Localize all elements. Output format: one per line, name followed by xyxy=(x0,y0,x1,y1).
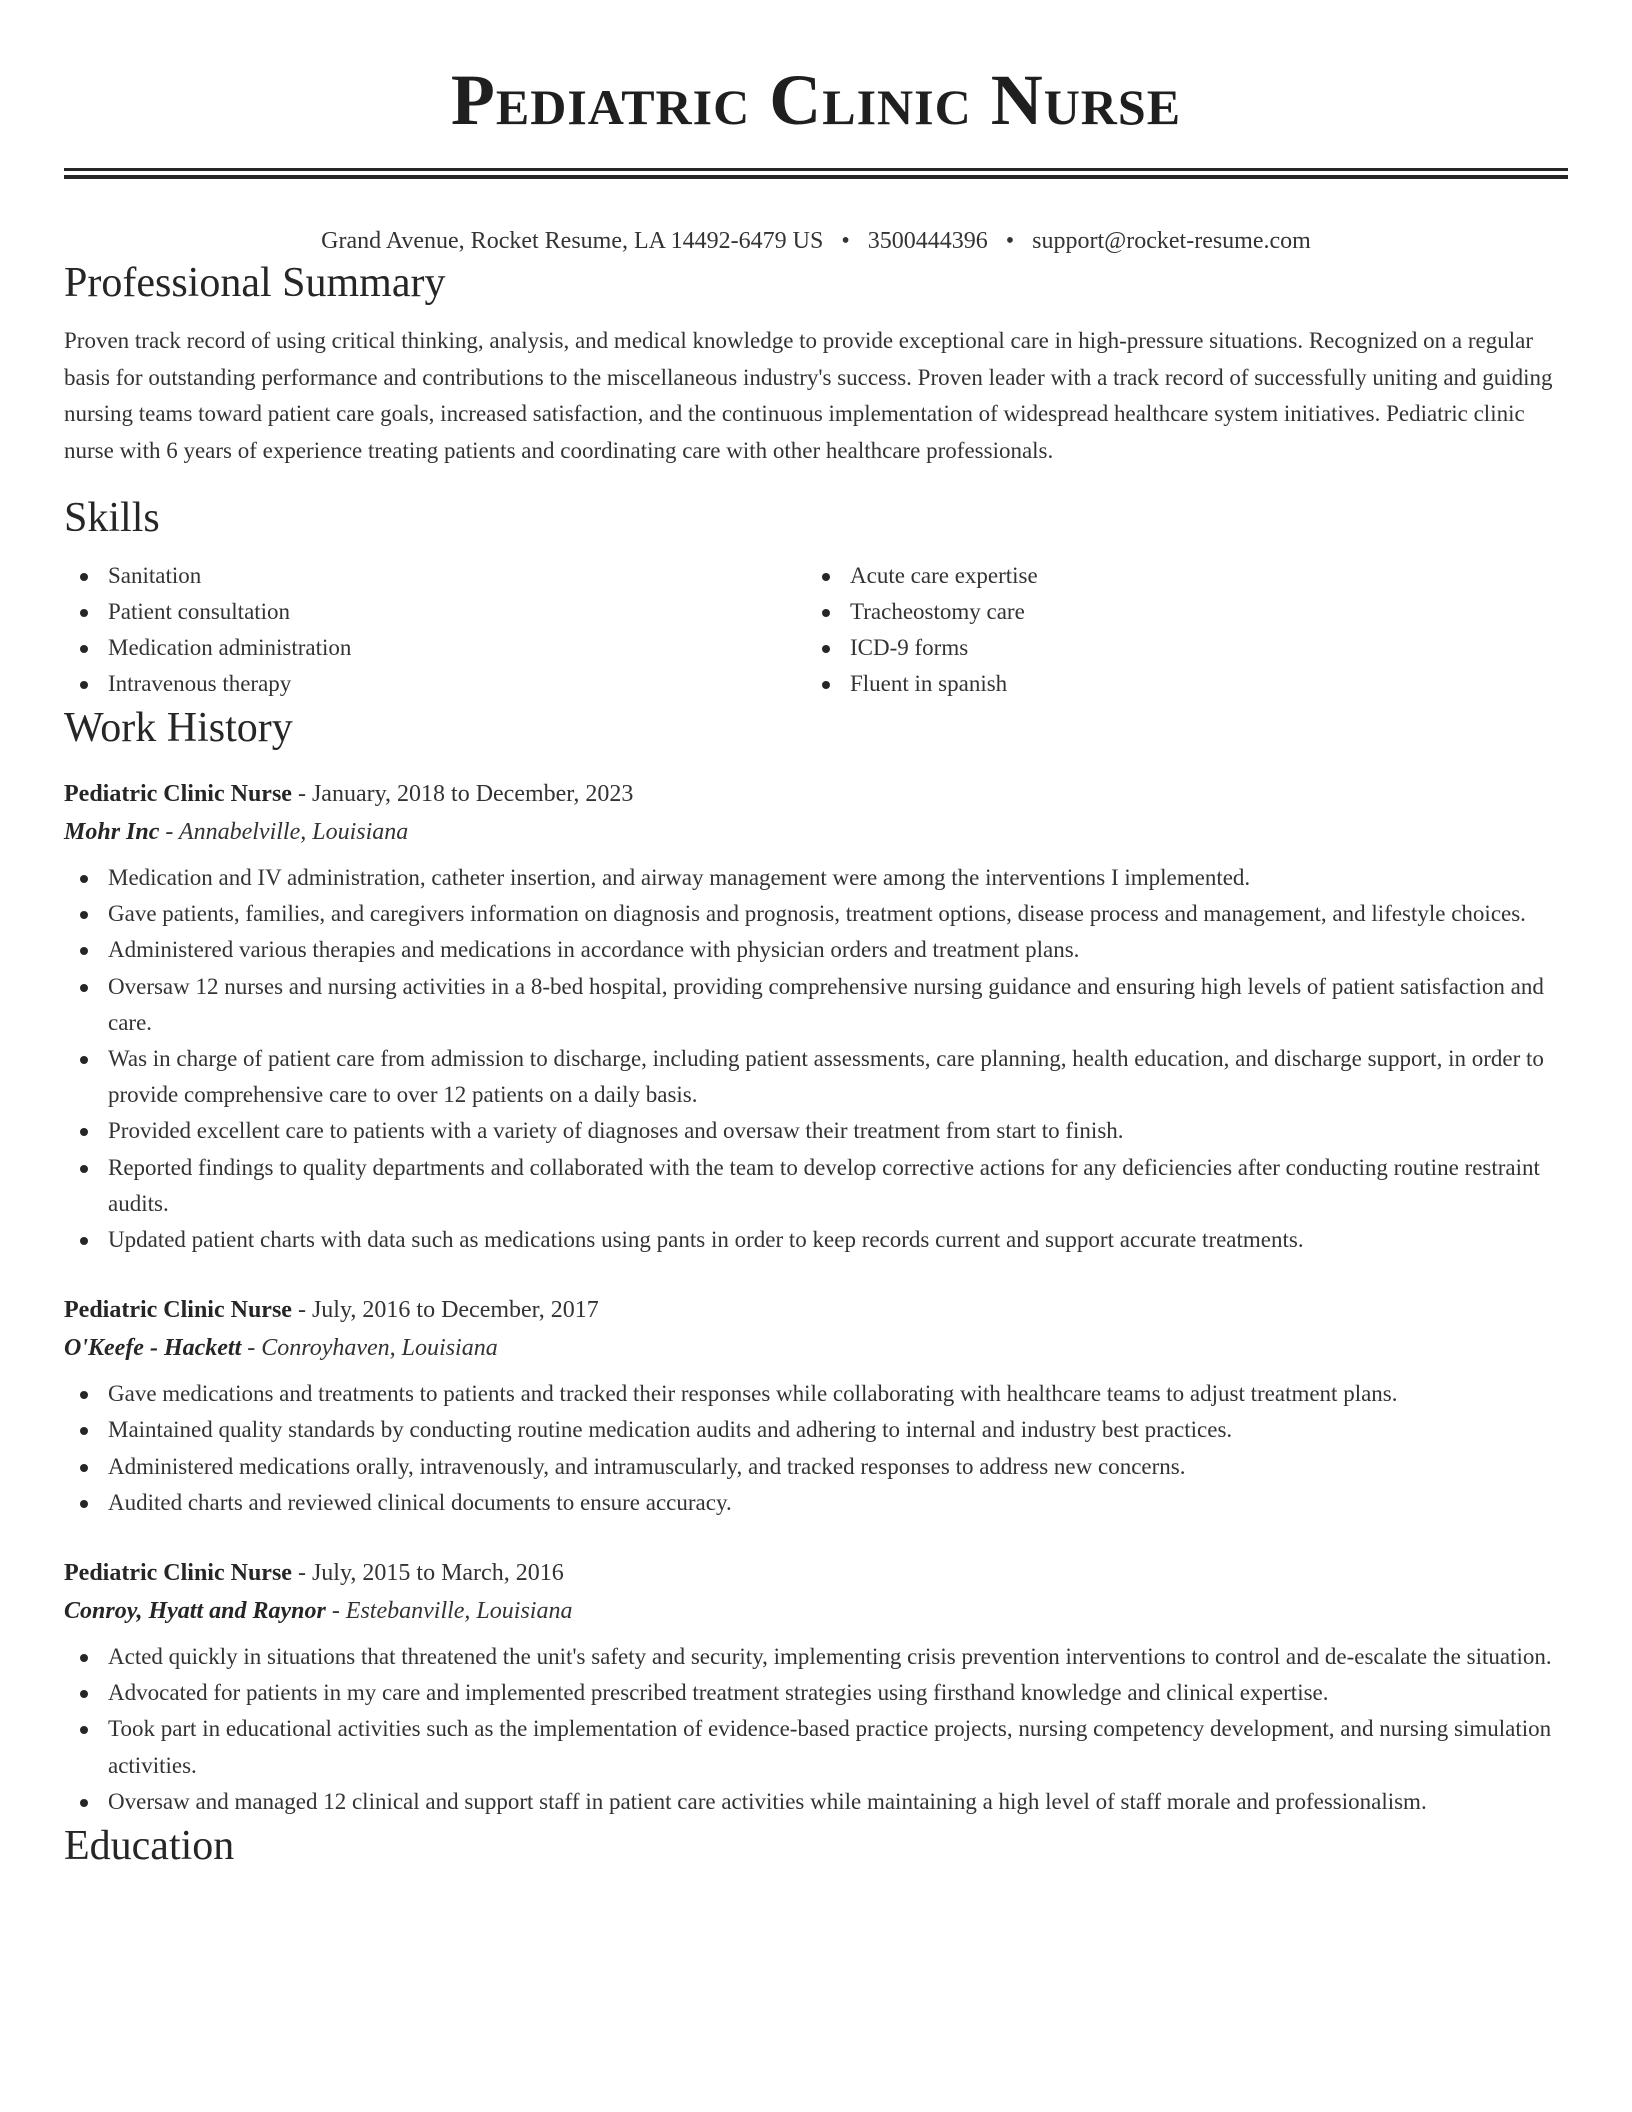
skills-column-left xyxy=(64,558,806,702)
contact-line xyxy=(64,225,1568,257)
job-dates: - July, 2016 to December, 2017 xyxy=(291,1297,599,1324)
company-location: - Annabelville, Louisiana xyxy=(159,819,409,845)
contact-separator: • xyxy=(1005,228,1015,254)
company-line xyxy=(64,1328,1568,1368)
job-title-line xyxy=(64,776,1568,812)
summary-text: Proven track record of using critical thinking, analysis, and medical knowledge to provide exceptional care in high-pressure situations. Recognized on a regular basis for outstanding performance and contributions to the miscellaneous industry's success. Proven leader with a track record of successfully uniting and guiding nursing teams toward patient care goals, increased satisfaction, and the continuous implementation of widespread healthcare system initiatives. Pediatric clinic nurse with 6 years of experience treating patients and coordinating care with other healthcare professionals. xyxy=(64,328,1553,463)
section-title-summary: Professional Summary xyxy=(64,260,446,306)
job-bullet: Reported findings to quality departments and collaborated with the team to develop corrective actions for any deficiencies after conducting routine restraint audits. xyxy=(64,1150,1568,1222)
job-title: Pediatric Clinic Nurse xyxy=(64,1560,292,1587)
skill-item: ICD-9 forms xyxy=(806,630,1548,666)
job-dates: - July, 2015 to March, 2016 xyxy=(291,1560,564,1587)
company-name: Mohr Inc xyxy=(64,819,160,845)
job-bullet: Updated patient charts with data such as medications using pants in order to keep records current and support accurate treatments. xyxy=(64,1222,1568,1258)
job-bullet: Was in charge of patient care from admission to discharge, including patient assessments, care planning, health education, and discharge support, in order to provide comprehensive care to over 12 patients on a daily basis. xyxy=(64,1041,1568,1113)
job-bullets xyxy=(64,860,1568,1258)
company-location: - Conroyhaven, Louisiana xyxy=(241,1335,498,1362)
skills-column-right xyxy=(806,558,1548,702)
skill-item: Medication administration xyxy=(64,630,806,666)
job-bullet: Oversaw and managed 12 clinical and support staff in patient care activities while maintaining a high level of staff morale and professionalism. xyxy=(64,1784,1568,1820)
job-bullets xyxy=(64,1639,1568,1820)
job-bullet: Gave medications and treatments to patients and tracked their responses while collaborating with healthcare teams to adjust treatment plans. xyxy=(64,1376,1568,1412)
company-location: - Estebanville, Louisiana xyxy=(325,1598,573,1625)
skill-item: Intravenous therapy xyxy=(64,666,806,702)
job-entry xyxy=(64,776,1568,1258)
job-title: Pediatric Clinic Nurse xyxy=(64,1297,292,1324)
job-bullet: Gave patients, families, and caregivers information on diagnosis and prognosis, treatment options, disease process and management, and lifestyle choices. xyxy=(64,896,1568,932)
job-title-line xyxy=(64,1292,1568,1328)
job-bullet: Provided excellent care to patients with a variety of diagnoses and oversaw their treatment from start to finish. xyxy=(64,1113,1568,1149)
job-bullet: Acted quickly in situations that threatened the unit's safety and security, implementing crisis prevention interventions to control and de-escalate the situation. xyxy=(64,1639,1568,1675)
company-name: Conroy, Hyatt and Raynor xyxy=(64,1598,326,1625)
section-title-work-history: Work History xyxy=(64,705,293,751)
job-bullet: Took part in educational activities such as the implementation of evidence-based practice projects, nursing competency development, and nursing simulation activities. xyxy=(64,1711,1568,1783)
skills-section xyxy=(64,492,1568,702)
job-bullets xyxy=(64,1376,1568,1521)
job-bullet: Advocated for patients in my care and implemented prescribed treatment strategies using firsthand knowledge and clinical expertise. xyxy=(64,1675,1568,1711)
job-entry xyxy=(64,1292,1568,1521)
job-title-line xyxy=(64,1555,1568,1591)
company-line xyxy=(64,812,1568,852)
job-entry xyxy=(64,1555,1568,1820)
contact-separator: • xyxy=(841,228,850,254)
summary-section xyxy=(64,257,1568,469)
company-name: O'Keefe - Hackett xyxy=(64,1335,242,1362)
skill-item: Fluent in spanish xyxy=(806,666,1548,702)
job-bullet: Maintained quality standards by conducting routine medication audits and adhering to internal and industry best practices. xyxy=(64,1412,1568,1448)
section-title-skills: Skills xyxy=(64,495,160,541)
job-bullet: Oversaw 12 nurses and nursing activities in a 8-bed hospital, providing comprehensive nursing guidance and ensuring high levels of patient satisfaction and care. xyxy=(64,969,1568,1041)
contact-address: Grand Avenue, Rocket Resume, LA 14492-6479 US xyxy=(321,228,824,254)
header-divider xyxy=(64,168,1568,179)
skill-item: Patient consultation xyxy=(64,594,806,630)
section-title-education: Education xyxy=(64,1823,235,1870)
skill-item: Sanitation xyxy=(64,558,806,594)
job-bullet: Medication and IV administration, catheter insertion, and airway management were among the interventions I implemented. xyxy=(64,860,1568,896)
contact-phone: 3500444396 xyxy=(867,228,988,254)
job-dates: - January, 2018 to December, 2023 xyxy=(291,781,634,807)
job-bullet: Audited charts and reviewed clinical documents to ensure accuracy. xyxy=(64,1485,1568,1521)
company-line xyxy=(64,1591,1568,1631)
skill-item: Tracheostomy care xyxy=(806,594,1548,630)
skill-item: Acute care expertise xyxy=(806,558,1548,594)
candidate-name: Pediatric Clinic Nurse xyxy=(450,60,1182,140)
job-bullet: Administered various therapies and medications in accordance with physician orders and treatment plans. xyxy=(64,932,1568,968)
contact-email: support@rocket-resume.com xyxy=(1032,228,1311,254)
work-history-section xyxy=(64,702,1568,1820)
job-bullet: Administered medications orally, intravenously, and intramuscularly, and tracked responses to address new concerns. xyxy=(64,1449,1568,1485)
skills-list xyxy=(64,558,1568,702)
education-section xyxy=(64,1820,1568,1872)
job-title: Pediatric Clinic Nurse xyxy=(64,781,292,807)
resume-header xyxy=(64,0,1568,168)
